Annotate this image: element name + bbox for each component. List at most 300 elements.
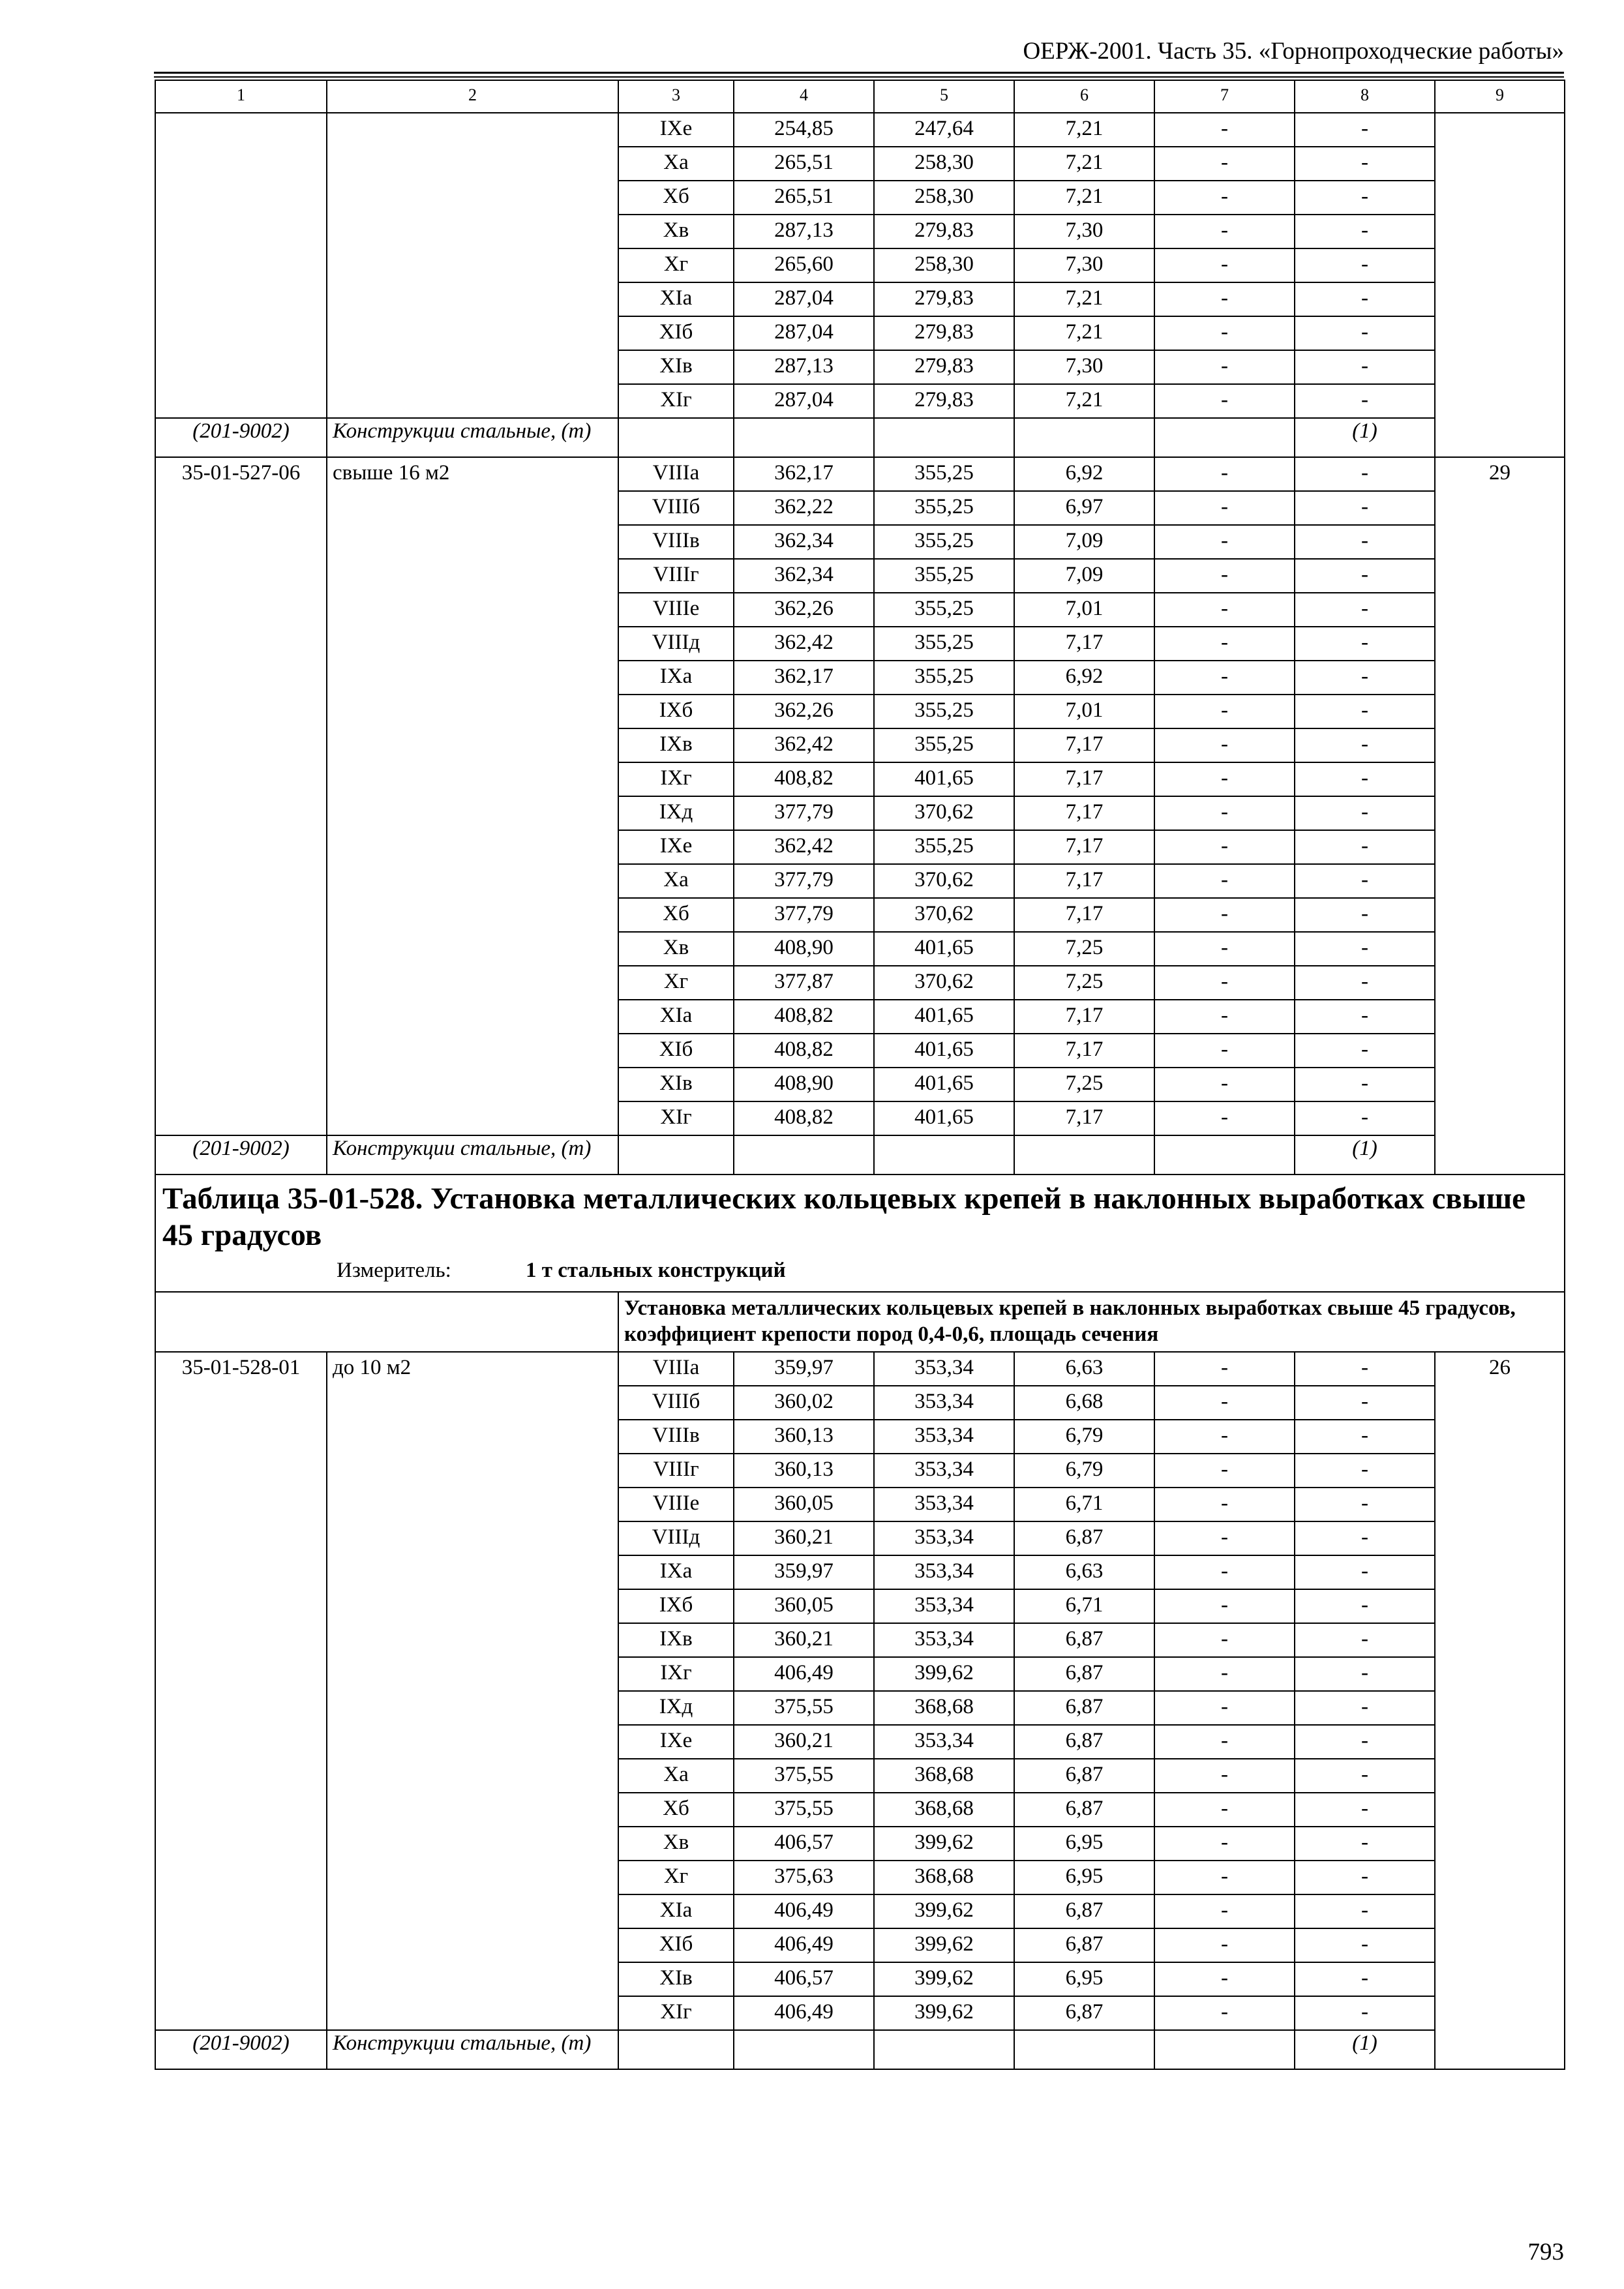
driver-cost: - bbox=[1154, 248, 1295, 282]
table-title-row bbox=[155, 1174, 1565, 1292]
total-cost: 287,04 bbox=[734, 282, 874, 316]
total-cost: 377,79 bbox=[734, 898, 874, 932]
materials-cost: - bbox=[1295, 559, 1435, 593]
rate-code bbox=[155, 113, 327, 418]
machine-cost: 6,87 bbox=[1014, 1623, 1154, 1657]
rock-category: VIIIб bbox=[618, 491, 734, 525]
materials-cost: - bbox=[1295, 796, 1435, 830]
rates-table bbox=[155, 80, 1564, 2070]
materials-cost: - bbox=[1295, 864, 1435, 898]
driver-cost: - bbox=[1154, 559, 1295, 593]
total-cost: 406,49 bbox=[734, 1928, 874, 1962]
total-cost: 287,13 bbox=[734, 350, 874, 384]
machine-cost: 6,87 bbox=[1014, 1793, 1154, 1827]
rock-category: IXб bbox=[618, 695, 734, 728]
empty-cell bbox=[1154, 1135, 1295, 1174]
total-cost: 377,87 bbox=[734, 966, 874, 1000]
column-number: 3 bbox=[618, 80, 734, 113]
driver-cost: - bbox=[1154, 457, 1295, 491]
driver-cost: - bbox=[1154, 1623, 1295, 1657]
table-title: Таблица 35-01-528. Установка металлических кольцевых крепей в наклонных выработках свыше 45 градусов bbox=[162, 1182, 1526, 1252]
labor-hours: 26 bbox=[1435, 1352, 1565, 2069]
materials-cost: - bbox=[1295, 830, 1435, 864]
driver-cost: - bbox=[1154, 1928, 1295, 1962]
driver-cost: - bbox=[1154, 1521, 1295, 1555]
total-cost: 359,97 bbox=[734, 1352, 874, 1386]
total-cost: 359,97 bbox=[734, 1555, 874, 1589]
driver-cost: - bbox=[1154, 966, 1295, 1000]
empty-cell bbox=[1154, 418, 1295, 457]
labor-cost: 370,62 bbox=[874, 796, 1014, 830]
header-rule bbox=[154, 72, 1564, 74]
machine-cost: 7,21 bbox=[1014, 147, 1154, 181]
labor-cost: 258,30 bbox=[874, 248, 1014, 282]
machine-cost: 7,21 bbox=[1014, 181, 1154, 215]
materials-row bbox=[155, 1135, 1565, 1174]
driver-cost: - bbox=[1154, 1996, 1295, 2030]
materials-cost: - bbox=[1295, 966, 1435, 1000]
total-cost: 360,13 bbox=[734, 1420, 874, 1454]
driver-cost: - bbox=[1154, 316, 1295, 350]
machine-cost: 6,87 bbox=[1014, 1725, 1154, 1759]
materials-cost: - bbox=[1295, 1962, 1435, 1996]
materials-cost: - bbox=[1295, 1521, 1435, 1555]
machine-cost: 7,21 bbox=[1014, 282, 1154, 316]
unit-value: 1 т стальных конструкций bbox=[526, 1259, 786, 1282]
materials-row bbox=[155, 2030, 1565, 2069]
rock-category: XIг bbox=[618, 1101, 734, 1135]
labor-cost: 370,62 bbox=[874, 966, 1014, 1000]
labor-cost: 399,62 bbox=[874, 1894, 1014, 1928]
machine-cost: 7,01 bbox=[1014, 695, 1154, 728]
driver-cost: - bbox=[1154, 593, 1295, 627]
labor-cost: 258,30 bbox=[874, 181, 1014, 215]
materials-cost: - bbox=[1295, 1454, 1435, 1488]
machine-cost: 6,63 bbox=[1014, 1555, 1154, 1589]
machine-cost: 7,17 bbox=[1014, 898, 1154, 932]
labor-cost: 399,62 bbox=[874, 1962, 1014, 1996]
labor-cost: 258,30 bbox=[874, 147, 1014, 181]
rock-category: XIб bbox=[618, 1034, 734, 1068]
rock-category: IXв bbox=[618, 728, 734, 762]
total-cost: 375,55 bbox=[734, 1759, 874, 1793]
total-cost: 360,21 bbox=[734, 1725, 874, 1759]
rate-code: 35-01-527-06 bbox=[155, 457, 327, 1135]
materials-cost: - bbox=[1295, 1034, 1435, 1068]
rock-category: Xа bbox=[618, 1759, 734, 1793]
material-quantity: (1) bbox=[1295, 418, 1435, 457]
materials-cost: - bbox=[1295, 695, 1435, 728]
materials-cost: - bbox=[1295, 1589, 1435, 1623]
rock-category: XIб bbox=[618, 316, 734, 350]
rock-category: Xв bbox=[618, 215, 734, 248]
table-row bbox=[155, 1352, 1565, 1386]
labor-cost: 401,65 bbox=[874, 1034, 1014, 1068]
column-number: 4 bbox=[734, 80, 874, 113]
materials-cost: - bbox=[1295, 1861, 1435, 1894]
labor-cost: 353,34 bbox=[874, 1386, 1014, 1420]
machine-cost: 7,17 bbox=[1014, 728, 1154, 762]
labor-cost: 353,34 bbox=[874, 1521, 1014, 1555]
table-row bbox=[155, 457, 1565, 491]
rock-category: XIб bbox=[618, 1928, 734, 1962]
total-cost: 265,51 bbox=[734, 147, 874, 181]
machine-cost: 7,30 bbox=[1014, 350, 1154, 384]
driver-cost: - bbox=[1154, 796, 1295, 830]
labor-cost: 279,83 bbox=[874, 282, 1014, 316]
materials-cost: - bbox=[1295, 1793, 1435, 1827]
materials-cost: - bbox=[1295, 627, 1435, 661]
table-title-cell bbox=[155, 1174, 1565, 1292]
total-cost: 406,57 bbox=[734, 1827, 874, 1861]
machine-cost: 6,95 bbox=[1014, 1962, 1154, 1996]
rock-category: Xг bbox=[618, 966, 734, 1000]
rock-category: VIIIе bbox=[618, 593, 734, 627]
materials-cost: - bbox=[1295, 457, 1435, 491]
materials-cost: - bbox=[1295, 350, 1435, 384]
driver-cost: - bbox=[1154, 898, 1295, 932]
labor-cost: 368,68 bbox=[874, 1793, 1014, 1827]
rock-category: IXв bbox=[618, 1623, 734, 1657]
total-cost: 362,17 bbox=[734, 661, 874, 695]
machine-cost: 7,17 bbox=[1014, 627, 1154, 661]
labor-cost: 355,25 bbox=[874, 559, 1014, 593]
labor-cost: 353,34 bbox=[874, 1488, 1014, 1521]
table-row bbox=[155, 113, 1565, 147]
machine-cost: 6,87 bbox=[1014, 1894, 1154, 1928]
rock-category: XIа bbox=[618, 282, 734, 316]
machine-cost: 7,17 bbox=[1014, 796, 1154, 830]
empty-cell bbox=[618, 418, 734, 457]
materials-cost: - bbox=[1295, 215, 1435, 248]
machine-cost: 6,71 bbox=[1014, 1488, 1154, 1521]
rate-name: до 10 м2 bbox=[327, 1352, 618, 2030]
machine-cost: 6,97 bbox=[1014, 491, 1154, 525]
labor-cost: 401,65 bbox=[874, 932, 1014, 966]
machine-cost: 6,87 bbox=[1014, 1691, 1154, 1725]
labor-cost: 401,65 bbox=[874, 1000, 1014, 1034]
machine-cost: 6,95 bbox=[1014, 1861, 1154, 1894]
labor-cost: 355,25 bbox=[874, 830, 1014, 864]
driver-cost: - bbox=[1154, 113, 1295, 147]
machine-cost: 7,09 bbox=[1014, 559, 1154, 593]
materials-cost: - bbox=[1295, 1101, 1435, 1135]
machine-cost: 7,17 bbox=[1014, 1000, 1154, 1034]
empty-cell bbox=[618, 2030, 734, 2069]
materials-cost: - bbox=[1295, 1725, 1435, 1759]
column-number: 9 bbox=[1435, 80, 1565, 113]
material-quantity: (1) bbox=[1295, 1135, 1435, 1174]
total-cost: 360,21 bbox=[734, 1521, 874, 1555]
total-cost: 287,13 bbox=[734, 215, 874, 248]
materials-cost: - bbox=[1295, 762, 1435, 796]
machine-cost: 7,21 bbox=[1014, 113, 1154, 147]
total-cost: 362,42 bbox=[734, 830, 874, 864]
driver-cost: - bbox=[1154, 147, 1295, 181]
group-title-row bbox=[155, 1292, 1565, 1352]
materials-cost: - bbox=[1295, 1894, 1435, 1928]
materials-cost: - bbox=[1295, 316, 1435, 350]
labor-hours bbox=[1435, 113, 1565, 457]
machine-cost: 6,87 bbox=[1014, 1521, 1154, 1555]
labor-cost: 401,65 bbox=[874, 1068, 1014, 1101]
page-number: 793 bbox=[1527, 2239, 1564, 2266]
rock-category: Xг bbox=[618, 248, 734, 282]
driver-cost: - bbox=[1154, 1793, 1295, 1827]
driver-cost: - bbox=[1154, 1488, 1295, 1521]
rock-category: Xб bbox=[618, 898, 734, 932]
materials-cost: - bbox=[1295, 525, 1435, 559]
empty-cell bbox=[874, 1135, 1014, 1174]
total-cost: 375,55 bbox=[734, 1793, 874, 1827]
machine-cost: 7,21 bbox=[1014, 384, 1154, 418]
rate-name: свыше 16 м2 bbox=[327, 457, 618, 1135]
materials-cost: - bbox=[1295, 384, 1435, 418]
machine-cost: 6,63 bbox=[1014, 1352, 1154, 1386]
rock-category: VIIIд bbox=[618, 1521, 734, 1555]
driver-cost: - bbox=[1154, 282, 1295, 316]
machine-cost: 7,25 bbox=[1014, 932, 1154, 966]
rock-category: XIг bbox=[618, 1996, 734, 2030]
labor-cost: 355,25 bbox=[874, 695, 1014, 728]
total-cost: 360,02 bbox=[734, 1386, 874, 1420]
unit-label: Измеритель: bbox=[337, 1259, 451, 1282]
materials-cost: - bbox=[1295, 1928, 1435, 1962]
total-cost: 254,85 bbox=[734, 113, 874, 147]
materials-cost: - bbox=[1295, 1000, 1435, 1034]
material-code: (201-9002) bbox=[155, 418, 327, 457]
labor-cost: 401,65 bbox=[874, 762, 1014, 796]
driver-cost: - bbox=[1154, 215, 1295, 248]
labor-cost: 368,68 bbox=[874, 1861, 1014, 1894]
rock-category: IXе bbox=[618, 1725, 734, 1759]
labor-cost: 355,25 bbox=[874, 525, 1014, 559]
labor-cost: 370,62 bbox=[874, 898, 1014, 932]
total-cost: 287,04 bbox=[734, 316, 874, 350]
total-cost: 408,90 bbox=[734, 932, 874, 966]
driver-cost: - bbox=[1154, 525, 1295, 559]
materials-cost: - bbox=[1295, 1488, 1435, 1521]
materials-cost: - bbox=[1295, 1352, 1435, 1386]
labor-cost: 399,62 bbox=[874, 1657, 1014, 1691]
empty-cell bbox=[155, 1292, 618, 1352]
materials-cost: - bbox=[1295, 593, 1435, 627]
rock-category: Xб bbox=[618, 1793, 734, 1827]
machine-cost: 6,95 bbox=[1014, 1827, 1154, 1861]
column-number-row bbox=[155, 80, 1565, 113]
rock-category: XIв bbox=[618, 1962, 734, 1996]
total-cost: 362,34 bbox=[734, 525, 874, 559]
rock-category: IXа bbox=[618, 661, 734, 695]
total-cost: 375,55 bbox=[734, 1691, 874, 1725]
total-cost: 360,05 bbox=[734, 1589, 874, 1623]
materials-cost: - bbox=[1295, 1996, 1435, 2030]
total-cost: 408,90 bbox=[734, 1068, 874, 1101]
machine-cost: 6,87 bbox=[1014, 1759, 1154, 1793]
driver-cost: - bbox=[1154, 762, 1295, 796]
empty-cell bbox=[874, 418, 1014, 457]
rock-category: IXе bbox=[618, 113, 734, 147]
rock-category: IXа bbox=[618, 1555, 734, 1589]
labor-cost: 399,62 bbox=[874, 1827, 1014, 1861]
materials-cost: - bbox=[1295, 1068, 1435, 1101]
material-code: (201-9002) bbox=[155, 1135, 327, 1174]
rock-category: XIв bbox=[618, 1068, 734, 1101]
total-cost: 408,82 bbox=[734, 1101, 874, 1135]
labor-cost: 355,25 bbox=[874, 491, 1014, 525]
material-name: Конструкции стальные, (т) bbox=[327, 1135, 618, 1174]
machine-cost: 6,87 bbox=[1014, 1928, 1154, 1962]
total-cost: 406,57 bbox=[734, 1962, 874, 1996]
total-cost: 406,49 bbox=[734, 1996, 874, 2030]
total-cost: 406,49 bbox=[734, 1894, 874, 1928]
materials-cost: - bbox=[1295, 113, 1435, 147]
total-cost: 287,04 bbox=[734, 384, 874, 418]
total-cost: 375,63 bbox=[734, 1861, 874, 1894]
rock-category: XIа bbox=[618, 1000, 734, 1034]
total-cost: 362,26 bbox=[734, 593, 874, 627]
driver-cost: - bbox=[1154, 1759, 1295, 1793]
material-name: Конструкции стальные, (т) bbox=[327, 418, 618, 457]
materials-cost: - bbox=[1295, 1623, 1435, 1657]
rock-category: Xв bbox=[618, 1827, 734, 1861]
material-quantity: (1) bbox=[1295, 2030, 1435, 2069]
machine-cost: 6,79 bbox=[1014, 1420, 1154, 1454]
total-cost: 377,79 bbox=[734, 796, 874, 830]
labor-cost: 279,83 bbox=[874, 384, 1014, 418]
driver-cost: - bbox=[1154, 1420, 1295, 1454]
empty-cell bbox=[734, 418, 874, 457]
labor-cost: 353,34 bbox=[874, 1589, 1014, 1623]
driver-cost: - bbox=[1154, 1101, 1295, 1135]
labor-cost: 279,83 bbox=[874, 316, 1014, 350]
driver-cost: - bbox=[1154, 1962, 1295, 1996]
rock-category: VIIIд bbox=[618, 627, 734, 661]
material-code: (201-9002) bbox=[155, 2030, 327, 2069]
rock-category: VIIIа bbox=[618, 1352, 734, 1386]
column-number: 5 bbox=[874, 80, 1014, 113]
labor-cost: 399,62 bbox=[874, 1928, 1014, 1962]
unit-of-measure bbox=[162, 1257, 1557, 1283]
driver-cost: - bbox=[1154, 1352, 1295, 1386]
material-name: Конструкции стальные, (т) bbox=[327, 2030, 618, 2069]
driver-cost: - bbox=[1154, 1589, 1295, 1623]
machine-cost: 7,09 bbox=[1014, 525, 1154, 559]
rock-category: VIIIб bbox=[618, 1386, 734, 1420]
driver-cost: - bbox=[1154, 1068, 1295, 1101]
rock-category: VIIIв bbox=[618, 1420, 734, 1454]
driver-cost: - bbox=[1154, 728, 1295, 762]
labor-cost: 353,34 bbox=[874, 1623, 1014, 1657]
labor-cost: 355,25 bbox=[874, 593, 1014, 627]
column-number: 1 bbox=[155, 80, 327, 113]
labor-cost: 355,25 bbox=[874, 457, 1014, 491]
total-cost: 360,13 bbox=[734, 1454, 874, 1488]
driver-cost: - bbox=[1154, 830, 1295, 864]
labor-cost: 279,83 bbox=[874, 215, 1014, 248]
materials-cost: - bbox=[1295, 1386, 1435, 1420]
rock-category: Xг bbox=[618, 1861, 734, 1894]
total-cost: 265,51 bbox=[734, 181, 874, 215]
machine-cost: 7,17 bbox=[1014, 762, 1154, 796]
machine-cost: 6,92 bbox=[1014, 457, 1154, 491]
header-rule bbox=[154, 76, 1564, 78]
machine-cost: 7,25 bbox=[1014, 966, 1154, 1000]
total-cost: 362,34 bbox=[734, 559, 874, 593]
empty-cell bbox=[1154, 2030, 1295, 2069]
rock-category: IXг bbox=[618, 1657, 734, 1691]
column-number: 2 bbox=[327, 80, 618, 113]
driver-cost: - bbox=[1154, 1894, 1295, 1928]
materials-cost: - bbox=[1295, 491, 1435, 525]
materials-cost: - bbox=[1295, 728, 1435, 762]
total-cost: 362,42 bbox=[734, 728, 874, 762]
rock-category: XIа bbox=[618, 1894, 734, 1928]
rock-category: Xа bbox=[618, 864, 734, 898]
machine-cost: 6,87 bbox=[1014, 1996, 1154, 2030]
driver-cost: - bbox=[1154, 627, 1295, 661]
rock-category: XIв bbox=[618, 350, 734, 384]
machine-cost: 7,17 bbox=[1014, 1034, 1154, 1068]
labor-cost: 399,62 bbox=[874, 1996, 1014, 2030]
driver-cost: - bbox=[1154, 1691, 1295, 1725]
labor-cost: 353,34 bbox=[874, 1555, 1014, 1589]
rock-category: VIIIв bbox=[618, 525, 734, 559]
rock-category: IXе bbox=[618, 830, 734, 864]
machine-cost: 6,71 bbox=[1014, 1589, 1154, 1623]
machine-cost: 7,30 bbox=[1014, 215, 1154, 248]
total-cost: 377,79 bbox=[734, 864, 874, 898]
driver-cost: - bbox=[1154, 1386, 1295, 1420]
rate-name bbox=[327, 113, 618, 418]
total-cost: 362,22 bbox=[734, 491, 874, 525]
materials-cost: - bbox=[1295, 1827, 1435, 1861]
empty-cell bbox=[874, 2030, 1014, 2069]
empty-cell bbox=[1014, 1135, 1154, 1174]
labor-hours: 29 bbox=[1435, 457, 1565, 1174]
labor-cost: 247,64 bbox=[874, 113, 1014, 147]
machine-cost: 7,30 bbox=[1014, 248, 1154, 282]
materials-cost: - bbox=[1295, 1555, 1435, 1589]
rock-category: Xб bbox=[618, 181, 734, 215]
column-number: 7 bbox=[1154, 80, 1295, 113]
empty-cell bbox=[618, 1135, 734, 1174]
empty-cell bbox=[734, 2030, 874, 2069]
machine-cost: 7,25 bbox=[1014, 1068, 1154, 1101]
rock-category: VIIIе bbox=[618, 1488, 734, 1521]
rock-category: XIг bbox=[618, 384, 734, 418]
total-cost: 360,21 bbox=[734, 1623, 874, 1657]
driver-cost: - bbox=[1154, 1034, 1295, 1068]
driver-cost: - bbox=[1154, 491, 1295, 525]
rock-category: IXд bbox=[618, 796, 734, 830]
driver-cost: - bbox=[1154, 181, 1295, 215]
driver-cost: - bbox=[1154, 384, 1295, 418]
labor-cost: 401,65 bbox=[874, 1101, 1014, 1135]
labor-cost: 353,34 bbox=[874, 1352, 1014, 1386]
materials-cost: - bbox=[1295, 248, 1435, 282]
total-cost: 408,82 bbox=[734, 762, 874, 796]
total-cost: 408,82 bbox=[734, 1000, 874, 1034]
materials-cost: - bbox=[1295, 1759, 1435, 1793]
machine-cost: 6,92 bbox=[1014, 661, 1154, 695]
labor-cost: 355,25 bbox=[874, 661, 1014, 695]
rock-category: Xа bbox=[618, 147, 734, 181]
rock-category: VIIIа bbox=[618, 457, 734, 491]
machine-cost: 6,68 bbox=[1014, 1386, 1154, 1420]
machine-cost: 7,17 bbox=[1014, 1101, 1154, 1135]
machine-cost: 6,87 bbox=[1014, 1657, 1154, 1691]
